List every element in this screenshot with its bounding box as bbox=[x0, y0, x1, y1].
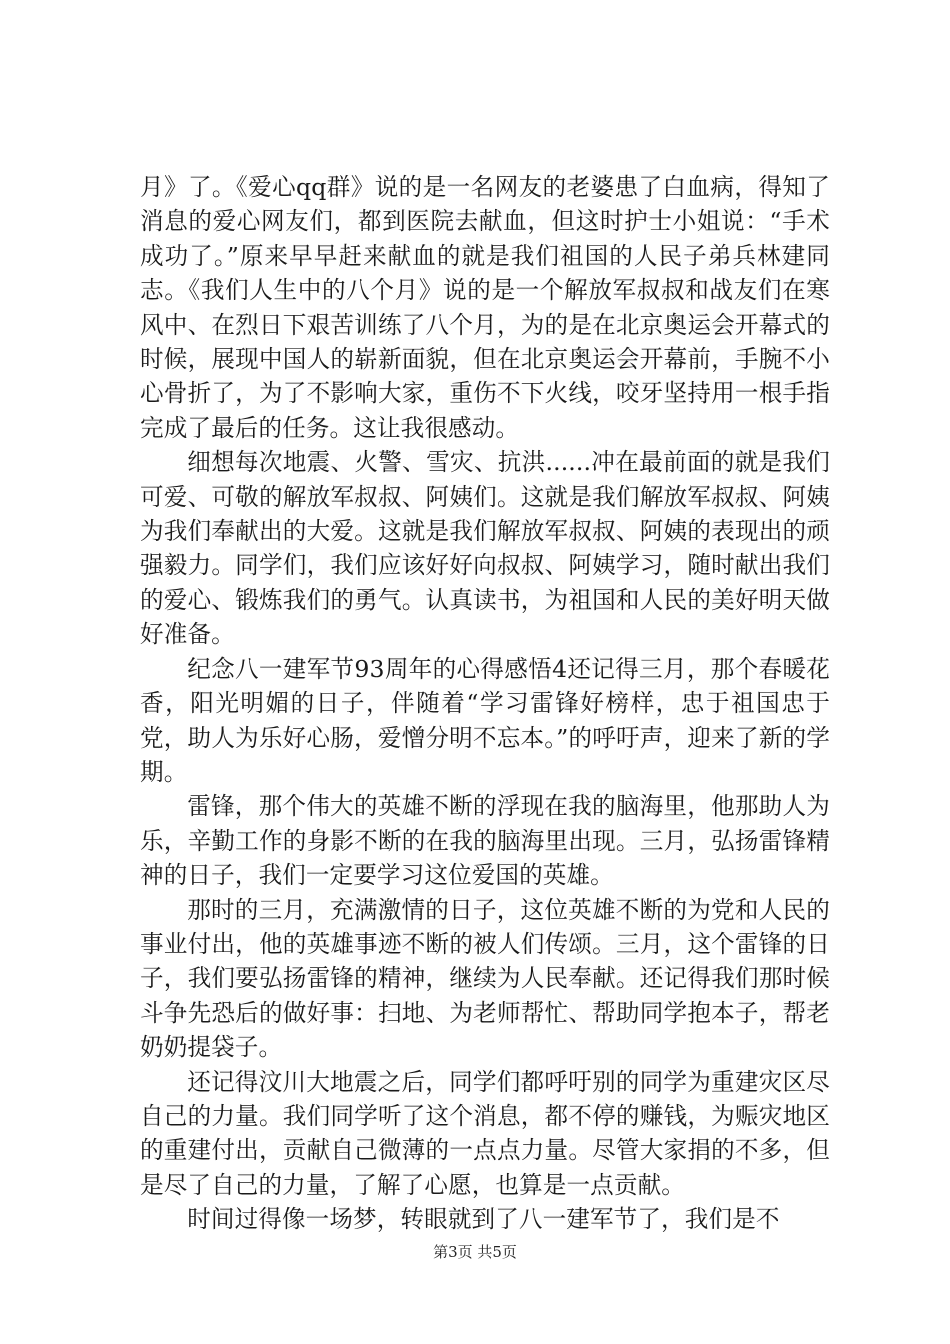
paragraph: 时间过得像一场梦，转眼就到了八一建军节了，我们是不 bbox=[187, 1205, 780, 1234]
document-body bbox=[140, 170, 830, 1237]
paragraph-continuation: 月》了。《爱心qq群》说的是一名网友的老婆患了白血病，得知了消息的爱心网友们，都到医院去献血，但这时护士小姐说：“手术成功了。”原来早早赶来献血的就是我们祖国的人民子弟兵林建同志。《我们人生中的八个月》说的是一个解放军叔叔和战友们在寒风中、在烈日下艰苦训练了八个月，为的是在北京奥运会开幕式的时候，展现中国人的崭新面貌，但在北京奥运会开幕前，手腕不小心骨折了，为了不影响大家，重伤不下火线，咬牙坚持用一根手指完成了最后的任务。这让我很感动。 bbox=[140, 173, 830, 442]
paragraph: 雷锋，那个伟大的英雄不断的浮现在我的脑海里，他那助人为乐，辛勤工作的身影不断的在我的脑海里出现。三月，弘扬雷锋精神的日子，我们一定要学习这位爱国的英雄。 bbox=[140, 792, 830, 890]
paragraph: 细想每次地震、火警、雪灾、抗洪......冲在最前面的就是我们可爱、可敬的解放军叔叔、阿姨们。这就是我们解放军叔叔、阿姨为我们奉献出的大爱。这就是我们解放军叔叔、阿姨的表现出的顽强毅力。同学们，我们应该好好向叔叔、阿姨学习，随时献出我们的爱心、锻炼我们的勇气。认真读书，为祖国和人民的美好明天做好准备。 bbox=[140, 448, 830, 649]
page-number-footer: 第3页 共5页 bbox=[433, 1243, 517, 1261]
paragraph: 还记得汶川大地震之后，同学们都呼吁别的同学为重建灾区尽自己的力量。我们同学听了这个消息，都不停的赚钱，为赈灾地区的重建付出，贡献自己微薄的一点点力量。尽管大家捐的不多，但是尽了自己的力量，了解了心愿，也算是一点贡献。 bbox=[140, 1067, 830, 1199]
paragraph: 那时的三月，充满激情的日子，这位英雄不断的为党和人民的事业付出，他的英雄事迹不断的被人们传颂。三月，这个雷锋的日子，我们要弘扬雷锋的精神，继续为人民奉献。还记得我们那时候斗争先恐后的做好事：扫地、为老师帮忙、帮助同学抱本子，帮老奶奶提袋子。 bbox=[140, 895, 830, 1062]
paragraph: 纪念八一建军节93周年的心得感悟4还记得三月，那个春暖花香，阳光明媚的日子，伴随着“学习雷锋好榜样，忠于祖国忠于党，助人为乐好心肠，爱憎分明不忘本。”的呼吁声，迎来了新的学期。 bbox=[140, 654, 830, 786]
